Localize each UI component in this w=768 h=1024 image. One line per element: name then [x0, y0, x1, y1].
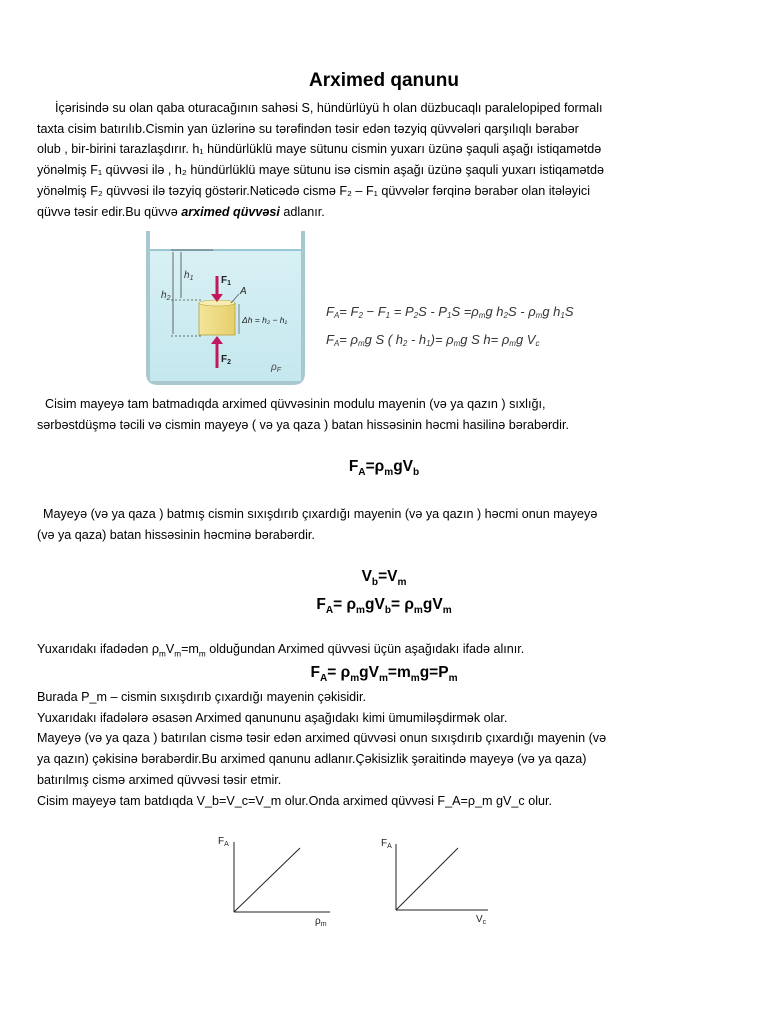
area-label: A	[240, 286, 247, 297]
formula-FA-3: $F_A= \rho_mgV_m=m_mg=P_m$	[310, 664, 458, 685]
formula-line-2: FA= ρmg S ( h2 - h1)= ρmg S h= ρmg Vc	[326, 332, 540, 348]
graph2-y-label: $F_A$	[381, 838, 392, 850]
intro-paragraph	[37, 98, 725, 222]
formula-volume: $V_b=V_m$	[361, 568, 407, 589]
paragraph-2	[37, 394, 725, 435]
graph2-line	[396, 848, 458, 910]
graph1-line	[234, 848, 300, 912]
page-title: Arximed qanunu	[309, 70, 459, 91]
emphasis-term: arximed qüvvəsi	[181, 204, 280, 219]
graph2-x-label: $V_c$	[476, 914, 487, 926]
intro-text: adlanır.	[279, 204, 325, 219]
paragraph-line: Cisim mayeyə tam batdıqda V_b=V_c=V_m olur.Onda arximed qüvvəsi F_A=ρ_m gV_c olur.	[37, 793, 553, 808]
h2-label: $h_2$	[161, 290, 171, 302]
graph1-y-label: $F_A$	[218, 836, 229, 848]
intro-text: qüvvə təsir edir.Bu qüvvə	[37, 204, 182, 219]
paragraph-line: Mayeyə (və ya qaza ) batmış cismin sıxışdırıb çıxardığı mayenin (və ya qazın ) həcmi onun mayeyə	[43, 507, 598, 521]
intro-line: yönəlmiş F₂ qüvvəsi ilə təzyiq göstərir.Nəticədə cismə F₂ – F₁ qüvvələr fərqinə bərabər olan itələyici	[37, 183, 590, 198]
F1-label: $F_1$	[221, 275, 232, 287]
paragraph-line: Cisim mayeyə tam batmadıqda arximed qüvvəsinin modulu mayenin (və ya qazın ) sıxlığı,	[45, 397, 546, 411]
paragraph-line: Yuxarıdakı ifadələrə əsasən Arximed qanununu aşağıdakı kimi ümumiləşdirmək olar.	[37, 710, 508, 725]
graph-FA-vs-rho	[212, 832, 342, 932]
density-label: $\rho_F$	[271, 362, 282, 374]
paragraph-line: batırılmış cismə arximed qüvvəsi təsir etmir.	[37, 772, 282, 787]
paragraph-5	[37, 687, 725, 811]
paragraph-line: sərbəstdüşmə təcili və cismin mayeyə ( və ya qaza ) batan hissəsinin həcmi hasilinə bərabərdir.	[37, 417, 569, 432]
formula-FA-2: $F_A= \rho_mgV_b= \rho_mgV_m$	[316, 596, 452, 617]
graph1-x-label: $\rho_m$	[315, 916, 327, 928]
formula-figure	[322, 296, 622, 356]
paragraph-line: Mayeyə (və ya qaza ) batırılan cismə təsir edən arximed qüvvəsi onun sıxışdırıb çıxardığı mayenin (və	[37, 731, 607, 746]
paragraph-line: ya qazın) çəkisinə bərabərdir.Bu arximed qanunu adlanır.Çəkisizlik şəraitində mayeyə (və ya qaza)	[37, 752, 587, 767]
intro-line: taxta cisim batırılıb.Cismin yan üzlərinə su tərəfindən təsir edən təzyiq qüvvələri qarşılıqlı bərabər	[37, 121, 579, 136]
intro-line: yönəlmiş F₁ qüvvəsi ilə , h₂ hündürlüklü maye sütunu isə cismin aşağı üzünə şaquli yuxarı istiqamətdə	[37, 163, 605, 178]
block	[199, 303, 235, 335]
paragraph-4	[37, 639, 725, 665]
graph-FA-vs-V	[376, 832, 506, 932]
paragraph-line: Burada P_m – cismin sıxışdırıb çıxardığı mayenin çəkisidir.	[37, 690, 366, 704]
formula-line-1: FA= F2 − F1 = P2S - P1S =ρmg h2S - ρmg h1S	[326, 304, 574, 320]
beaker-diagram	[143, 228, 313, 388]
paragraph-line: Yuxarıdakı ifadədən $\rho_mV_m=m_m$ olduğundan Arximed qüvvəsi üçün aşağıdakı ifadə alınır.	[37, 642, 525, 659]
intro-line	[37, 202, 725, 223]
formula-FA-1: $F_A=\rho_mgV_b$	[348, 458, 420, 479]
paragraph-line: (və ya qaza) batan hissəsinin həcminə bərabərdir.	[37, 527, 315, 542]
h1-label: $h_1$	[184, 270, 194, 282]
intro-line: İçərisində su olan qaba oturacağının sahəsi S, hündürlüyü h olan düzbucaqlı paralelopiped formalı	[55, 101, 603, 115]
intro-line: olub , bir-birini tarazlaşdırır. h₁ hündürlüklü maye sütunu cismin yuxarı üzünə şaquli aşağı istiqamətdə	[37, 142, 602, 157]
F2-label: $F_2$	[221, 354, 232, 366]
dh-label: Δh = h₂ − h₁	[242, 315, 288, 325]
paragraph-3	[37, 504, 725, 545]
